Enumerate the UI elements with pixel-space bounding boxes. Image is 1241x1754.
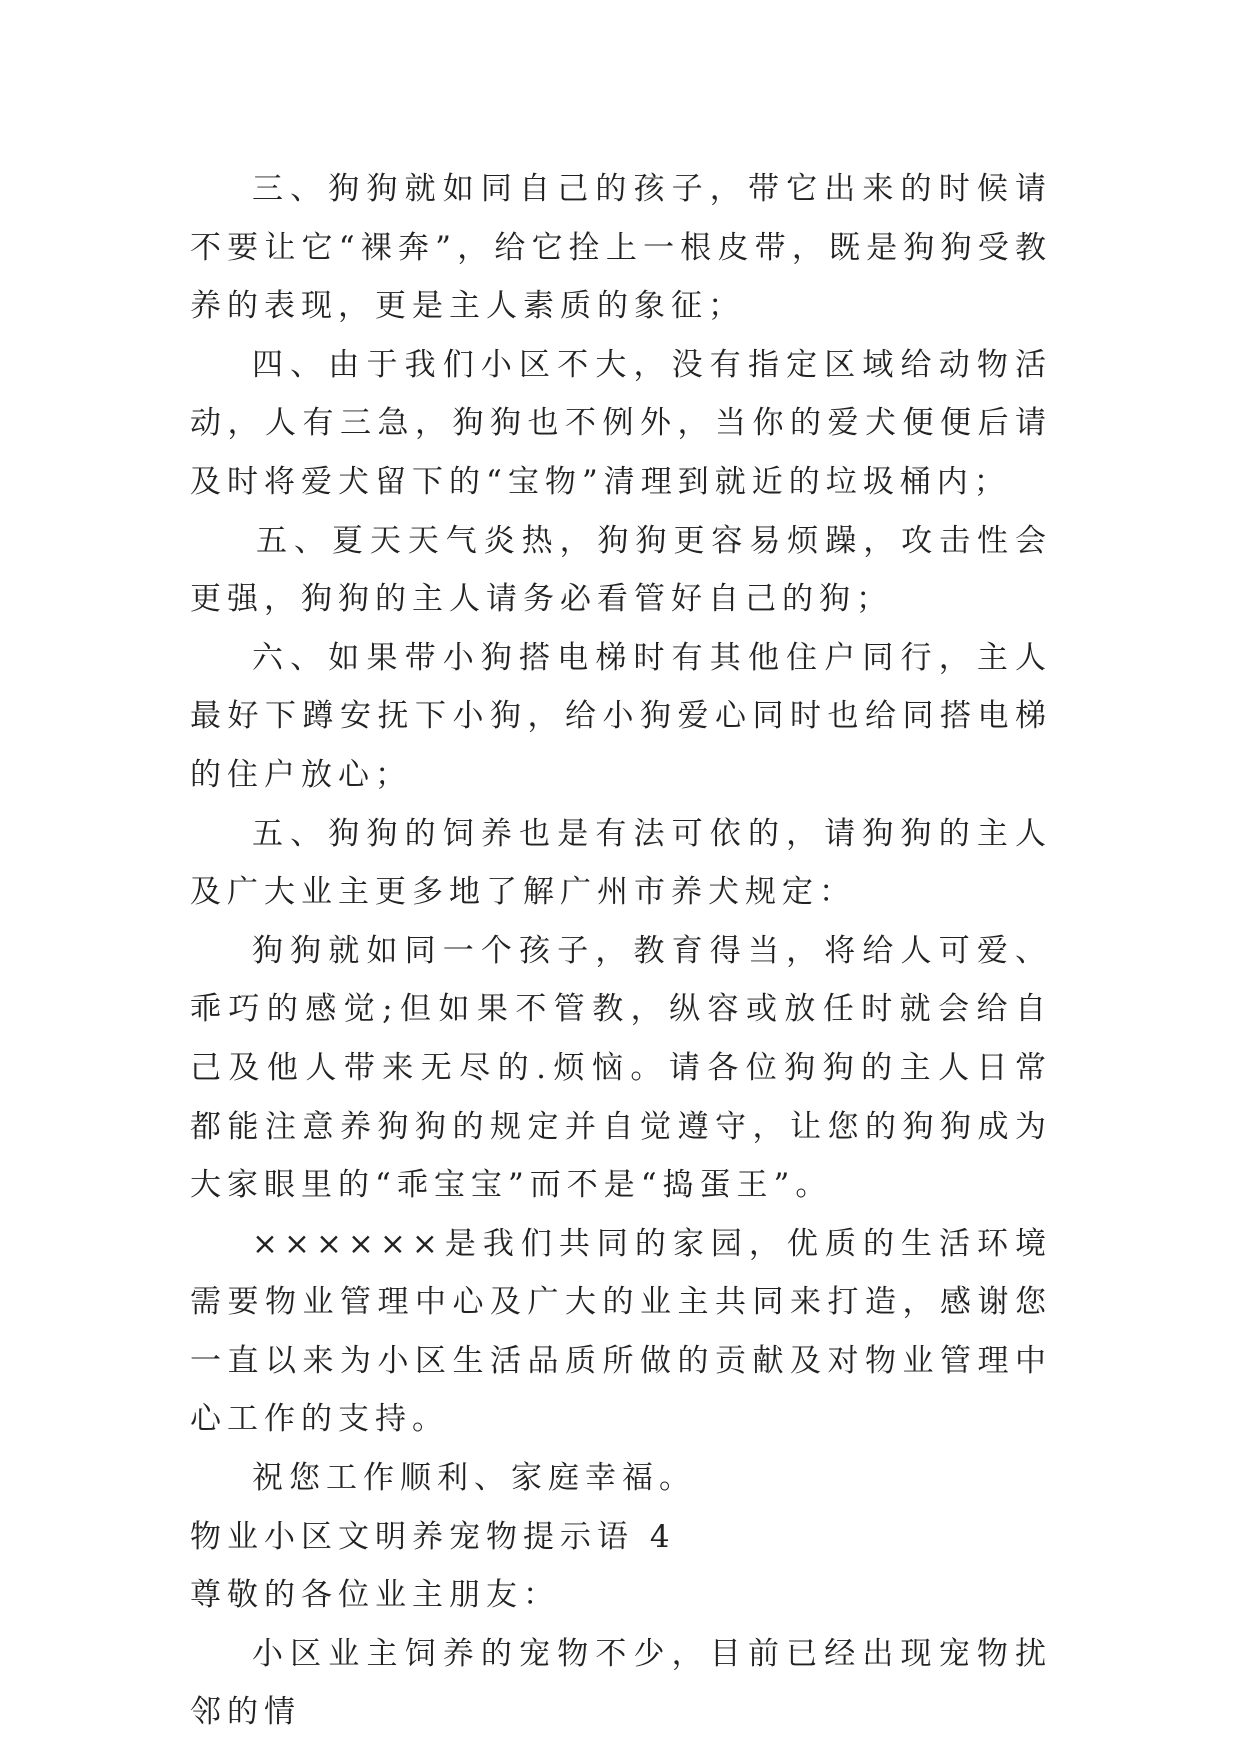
paragraph-intro: 小区业主饲养的宠物不少，目前已经出现宠物扰邻的情 <box>190 1635 1052 1731</box>
paragraph-community-home: ××××××是我们共同的家园，优质的生活环境需要物业管理中心及广大的业主共同来打造，感谢您一直以来为小区生活品质所做的贡献及对物业管理中心工作的支持。 <box>190 1225 1052 1438</box>
paragraph-rule-5-law: 五、狗狗的饲养也是有法可依的，请狗狗的主人及广大业主更多地了解广州市养犬规定： <box>190 815 1052 911</box>
paragraph-rule-4: 四、由于我们小区不大，没有指定区域给动物活动，人有三急，狗狗也不例外，当你的爱犬便便后请及时将爱犬留下的“宝物”清理到就近的垃圾桶内； <box>190 346 1052 500</box>
paragraph-rule-3: 三、狗狗就如同自己的孩子，带它出来的时候请不要让它“裸奔”，给它拴上一根皮带，既是狗狗受教养的表现，更是主人素质的象征； <box>190 171 1052 325</box>
paragraph-wishes: 祝您工作顺利、家庭幸福。 <box>252 1460 696 1497</box>
salutation: 尊敬的各位业主朋友： <box>190 1577 560 1614</box>
paragraph-dog-education: 狗狗就如同一个孩子，教育得当，将给人可爱、乖巧的感觉;但如果不管教，纵容或放任时就会给自己及他人带来无尽的.烦恼。请各位狗狗的主人日常都能注意养狗狗的规定并自觉遵守，让您的狗狗成为大家眼里的“乖宝宝”而不是“捣蛋王”。 <box>190 932 1052 1204</box>
paragraph-rule-6: 六、如果带小狗搭电梯时有其他住户同行，主人最好下蹲安抚下小狗，给小狗爱心同时也给同搭电梯的住户放心； <box>190 639 1052 793</box>
document-body <box>190 160 1052 1742</box>
paragraph-rule-5-summer: 五、夏天天气炎热，狗狗更容易烦躁，攻击性会更强，狗狗的主人请务必看管好自己的狗； <box>190 522 1052 618</box>
section-title: 物业小区文明养宠物提示语 4 <box>190 1518 676 1555</box>
